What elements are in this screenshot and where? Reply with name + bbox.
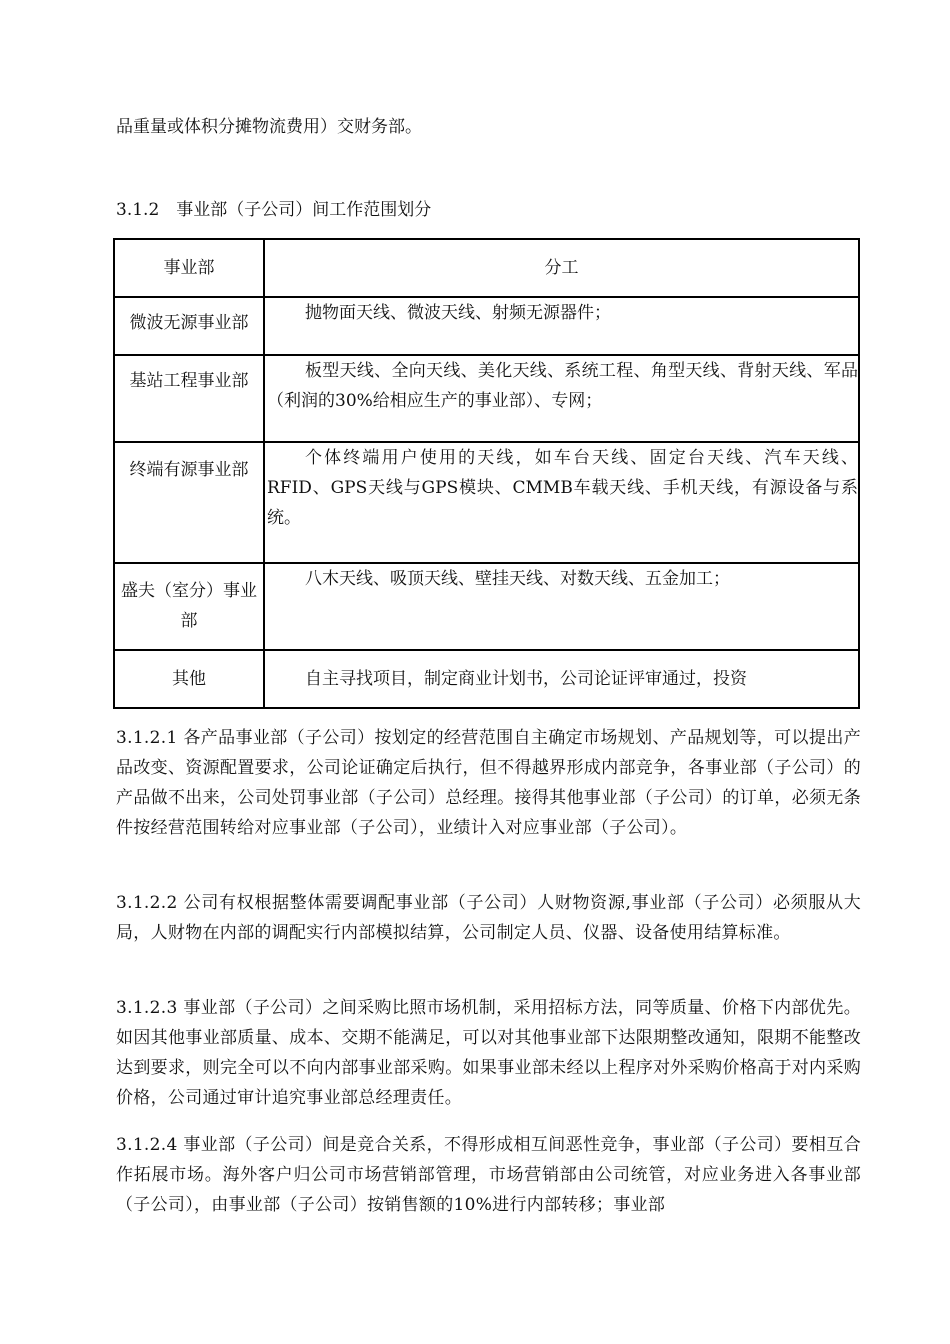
dept-cell: 微波无源事业部 [114, 297, 264, 355]
division-cell: 抛物面天线、微波天线、射频无源器件； [264, 297, 859, 355]
work-division-table [113, 238, 860, 709]
table-header-row [114, 239, 859, 297]
dept-cell: 其他 [114, 650, 264, 708]
intro-tail-text: 品重量或体积分摊物流费用）交财务部。 [116, 117, 422, 137]
division-cell: 个体终端用户使用的天线，如车台天线、固定台天线、汽车天线、RFID、GPS天线与GPS模块、CMMB车载天线、手机天线，有源设备与系统。 [264, 442, 859, 563]
header-dept: 事业部 [114, 239, 264, 297]
paragraph-3-1-2-2: 3.1.2.2 公司有权根据整体需要调配事业部（子公司）人财物资源,事业部（子公司）必须服从大局，人财物在内部的调配实行内部模拟结算，公司制定人员、仪器、设备使用结算标准。 [116, 893, 861, 943]
table-row [114, 442, 859, 563]
paragraph-3-1-2-4: 3.1.2.4 事业部（子公司）间是竞合关系，不得形成相互间恶性竞争，事业部（子公司）要相互合作拓展市场。海外客户归公司市场营销部管理，市场营销部由公司统管，对应业务进入各事业部（子公司），由事业部（子公司）按销售额的10%进行内部转移；事业部 [116, 1135, 861, 1215]
paragraph-3-1-2-1: 3.1.2.1 各产品事业部（子公司）按划定的经营范围自主确定市场规划、产品规划等，可以提出产品改变、资源配置要求，公司论证确定后执行，但不得越界形成内部竞争，各事业部（子公司）的产品做不出来，公司处罚事业部（子公司）总经理。接得其他事业部（子公司）的订单，必须无条件按经营范围转给对应事业部（子公司），业绩计入对应事业部（子公司）。 [116, 728, 861, 838]
section-heading: 3.1.2 事业部（子公司）间工作范围划分 [116, 200, 432, 220]
division-cell: 八木天线、吸顶天线、壁挂天线、对数天线、五金加工； [264, 563, 859, 650]
table-row [114, 355, 859, 442]
header-division: 分工 [264, 239, 859, 297]
division-cell: 板型天线、全向天线、美化天线、系统工程、角型天线、背射天线、军品（利润的30%给相应生产的事业部）、专网； [264, 355, 859, 442]
division-cell: 自主寻找项目，制定商业计划书，公司论证评审通过，投资 [264, 650, 859, 708]
dept-cell: 终端有源事业部 [114, 442, 264, 563]
table-row [114, 650, 859, 708]
table-row [114, 563, 859, 650]
dept-cell: 基站工程事业部 [114, 355, 264, 442]
dept-cell: 盛夫（室分）事业部 [114, 563, 264, 650]
table-row [114, 297, 859, 355]
paragraph-3-1-2-3: 3.1.2.3 事业部（子公司）之间采购比照市场机制，采用招标方法，同等质量、价格下内部优先。如因其他事业部质量、成本、交期不能满足，可以对其他事业部下达限期整改通知，限期不能整改达到要求，则完全可以不向内部事业部采购。如果事业部未经以上程序对外采购价格高于对内采购价格，公司通过审计追究事业部总经理责任。 [116, 998, 861, 1108]
